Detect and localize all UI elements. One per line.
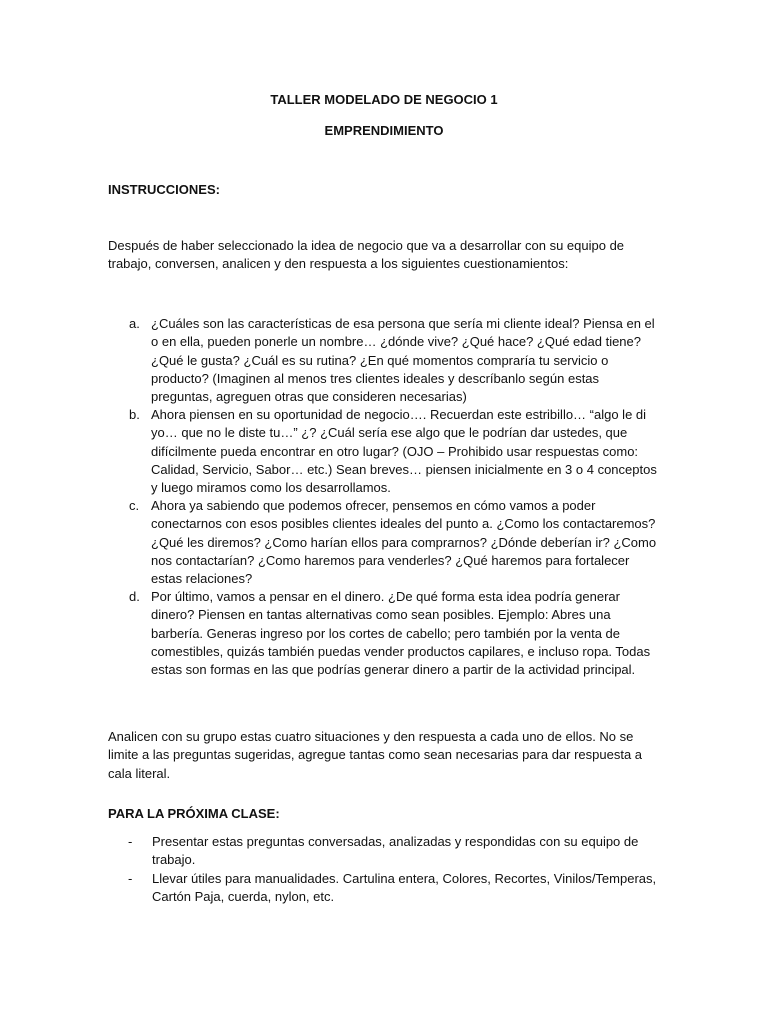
list-item <box>128 870 668 907</box>
question-list <box>129 315 669 680</box>
list-marker: - <box>128 834 133 849</box>
next-class-item-text: Llevar útiles para manualidades. Cartulina entera, Colores, Recortes, Vinilos/Temperas, Cartón Paja, cuerda, nylon, etc. <box>152 871 657 905</box>
list-item <box>129 406 669 497</box>
question-a-text: ¿Cuáles son las características de esa persona que sería mi cliente ideal? Piensa en el o en ella, pueden ponerle un nombre… ¿dónde vive? ¿Qué hace? ¿Qué edad tiene? ¿Qué le gusta? ¿Cuál es su rutina? ¿En qué momentos compraría tu servicio o producto? (Imaginen al menos tres clientes ideales y descríbanlo según estas preguntas, agreguen otras que consideren necesarias) <box>151 316 655 405</box>
question-d-text: Por último, vamos a pensar en el dinero. ¿De qué forma esta idea podría generar dinero? Piensen en tantas alternativas como sean posibles. Ejemplo: Abres una barbería. Generas ingreso por los cortes de cabello; pero también por la venta de comestibles, quizás también puedas vender productos capilares, e incluso ropa. Todas estas son formas en las que podrías generar dinero a partir de la actividad principal. <box>151 589 651 678</box>
next-class-list <box>128 833 668 907</box>
intro-paragraph: Después de haber seleccionado la idea de negocio que va a desarrollar con su equipo de trabajo, conversen, analicen y den respuesta a los siguientes cuestionamientos: <box>108 238 625 272</box>
list-marker: a. <box>129 316 140 331</box>
list-marker: b. <box>129 407 140 422</box>
list-item <box>129 497 669 588</box>
document-subtitle: EMPRENDIMIENTO <box>324 123 444 138</box>
instructions-heading: INSTRUCCIONES: <box>108 182 220 197</box>
list-marker: d. <box>129 589 140 604</box>
document-title: TALLER MODELADO DE NEGOCIO 1 <box>270 92 498 107</box>
list-item <box>129 588 669 680</box>
list-marker: - <box>128 871 133 886</box>
closing-paragraph: Analicen con su grupo estas cuatro situaciones y den respuesta a cada uno de ellos. No se limite a las preguntas sugeridas, agregue tantas como sean necesarias para dar respuesta a cala literal. <box>108 729 643 781</box>
list-item <box>129 315 669 406</box>
list-item <box>128 833 668 870</box>
question-c-text: Ahora ya sabiendo que podemos ofrecer, pensemos en cómo vamos a poder conectarnos con esos posibles clientes ideales del punto a. ¿Como los contactaremos? ¿Qué les diremos? ¿Como harían ellos para comprarnos? ¿Dónde deberían ir? ¿Como nos contactarían? ¿Como haremos para venderles? ¿Qué haremos para fortalecer estas relaciones? <box>151 498 657 587</box>
next-class-heading: PARA LA PRÓXIMA CLASE: <box>108 806 280 821</box>
next-class-item-text: Presentar estas preguntas conversadas, analizadas y respondidas con su equipo de trabajo. <box>152 834 639 868</box>
question-b-text: Ahora piensen en su oportunidad de negocio…. Recuerdan este estribillo… “algo le di yo… que no le diste tu…” ¿? ¿Cuál sería ese algo que le podrían dar ustedes, que difícilmente pueda encontrar en otro lugar? (OJO – Prohibido usar respuestas como: Calidad, Servicio, Sabor… etc.) Sean breves… piensen inicialmente en 3 o 4 conceptos y luego miramos como los desarrollamos. <box>151 407 657 496</box>
list-marker: c. <box>129 498 140 513</box>
